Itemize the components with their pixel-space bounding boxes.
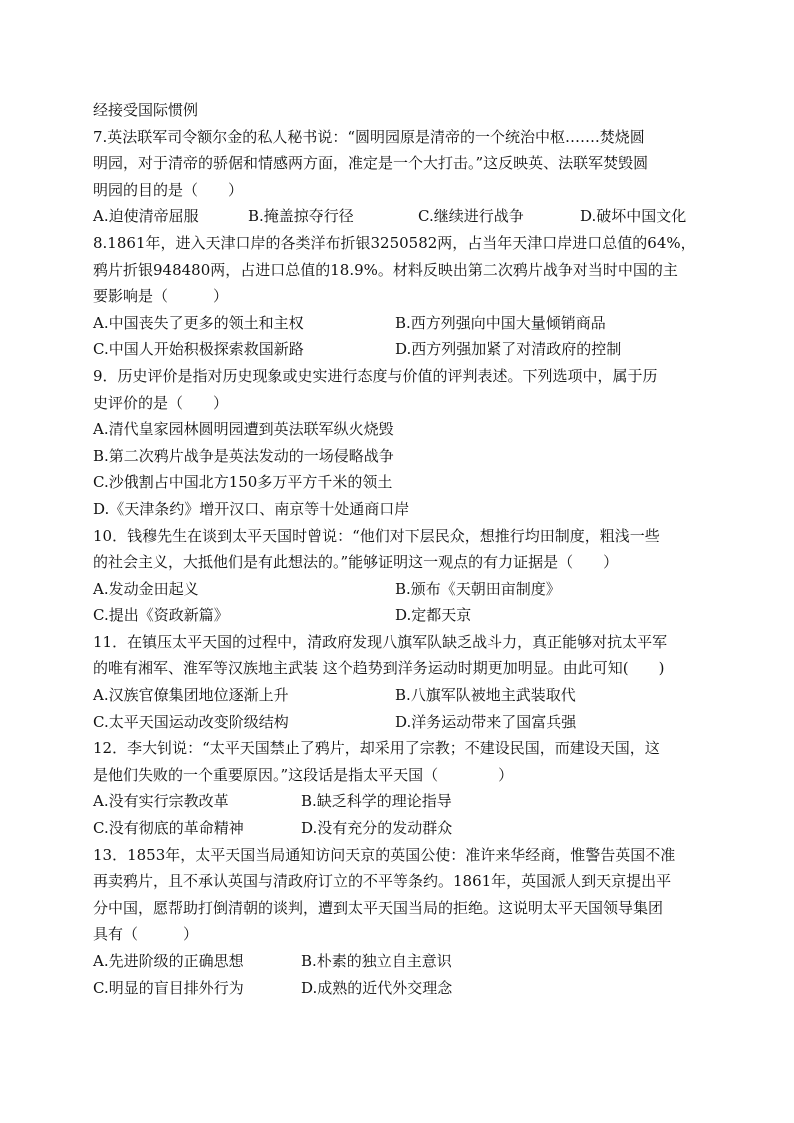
question-9-option-b: B.第二次鸦片战争是英法发动的一场侵略战争: [93, 446, 394, 465]
question-9-option-d: D.《天津条约》增开汉口、南京等十处通商口岸: [93, 499, 410, 518]
question-13-option-d: D.成熟的近代外交理念: [301, 978, 453, 997]
question-13-option-c: C.明显的盲目排外行为: [93, 978, 244, 997]
question-7-option-a: A.迫使清帝屈服: [93, 207, 199, 226]
question-12-options-row-2: [93, 815, 713, 842]
question-10-options-row-1: [93, 576, 713, 603]
question-13-options-row-2: [93, 975, 713, 1002]
question-10-option-d: D.定都天京: [395, 606, 472, 625]
question-7: [93, 124, 713, 230]
intro-line: 经接受国际惯例: [93, 101, 199, 119]
question-10-option-b: B.颁布《天朝田亩制度》: [395, 579, 561, 598]
question-8-stem-line-1: 8.1861年，进入天津口岸的各类洋布折银3250582两，占当年天津口岸进口总值的64%，: [93, 233, 696, 252]
question-12-option-d: D.没有充分的发动群众: [301, 819, 453, 838]
question-11-options-row-2: [93, 709, 713, 736]
question-11-stem-line-1: 11．在镇压太平天国的过程中，清政府发现八旗军队缺乏战斗力，真正能够对抗太平军: [93, 632, 668, 651]
question-list: [93, 97, 713, 1001]
question-8-option-d: D.西方列强加紧了对清政府的控制: [395, 340, 622, 359]
question-10-stem-line-2: 的社会主义，大抵他们是有此想法的。”能够证明这一观点的有力证据是（ ）: [93, 553, 619, 572]
question-7-stem-line-2: 明园，对于清帝的骄倨和情感两方面，准定是一个大打击。”这反映英、法联军焚毁圆: [93, 154, 649, 173]
question-7-stem-line-1: 7.英法联军司令额尔金的私人秘书说：“圆明园原是清帝的一个统治中枢…….焚烧圆: [93, 127, 645, 146]
question-12: [93, 735, 713, 841]
question-11-option-d: D.洋务运动带来了国富兵强: [395, 712, 577, 731]
question-12-stem-line-2: 是他们失败的一个重要原因。”这段话是指太平天国（ ）: [93, 765, 514, 784]
question-13-stem-line-1: 13．1853年，太平天国当局通知访问天京的英国公使：准许来华经商，惟警告英国不准: [93, 845, 676, 864]
question-12-option-a: A.没有实行宗教改革: [93, 792, 229, 811]
question-9: [93, 363, 713, 523]
question-11-option-a: A.汉族官僚集团地位逐渐上升: [93, 686, 289, 705]
question-9-option-a: A.清代皇家园林圆明园遭到英法联军纵火烧毁: [93, 420, 394, 439]
question-13-option-a: A.先进阶级的正确思想: [93, 952, 244, 970]
question-11-options-row-1: [93, 682, 713, 709]
question-8-options-row-1: [93, 310, 713, 337]
question-10-stem-line-1: 10．钱穆先生在谈到太平天国时曾说：“他们对下层民众，想推行均田制度，粗浅一些: [93, 526, 660, 545]
question-8: [93, 230, 713, 363]
question-11-stem-line-2: 的唯有湘军、淮军等汉族地主武装 这个趋势到洋务运动时期更加明显。由此可知( ): [93, 659, 665, 678]
question-8-stem-line-2: 鸦片折银948480两，占进口总值的18.9%。材料反映出第二次鸦片战争对当时中国的主: [93, 260, 678, 279]
question-10-option-c: C.提出《资政新篇》: [93, 606, 229, 625]
question-8-stem-line-3: 要影响是（ ）: [93, 287, 229, 306]
question-7-option-b: B.掩盖掠夺行径: [248, 207, 354, 226]
question-12-option-c: C.没有彻底的革命精神: [93, 819, 244, 838]
question-9-stem-line-2: 史评价的是（ ）: [93, 393, 229, 412]
question-13-stem-line-2: 再卖鸦片，且不承认英国与清政府订立的不平等条约。1861年，英国派人到天京提出平: [93, 872, 672, 891]
question-7-option-c: C.继续进行战争: [418, 207, 524, 226]
question-8-option-a: A.中国丧失了更多的领土和主权: [93, 313, 304, 332]
question-7-options: [93, 203, 713, 230]
question-13-stem-line-4: 具有（ ）: [93, 925, 199, 944]
question-13: [93, 842, 713, 1002]
question-9-stem-line-1: 9．历史评价是指对历史现象或史实进行态度与价值的评判表述。下列选项中，属于历: [93, 366, 658, 385]
question-8-options-row-2: [93, 336, 713, 363]
question-7-option-d: D.破坏中国文化: [580, 207, 687, 226]
question-8-option-c: C.中国人开始积极探索救国新路: [93, 340, 304, 359]
question-13-stem-line-3: 分中国，愿帮助打倒清朝的谈判，遭到太平天国当局的拒绝。这说明太平天国领导集团: [93, 898, 664, 917]
question-11-option-b: B.八旗军队被地主武装取代: [395, 686, 576, 705]
question-8-option-b: B.西方列强向中国大量倾销商品: [395, 313, 606, 332]
question-10-option-a: A.发动金田起义: [93, 579, 199, 598]
question-10-options-row-2: [93, 602, 713, 629]
question-13-option-b: B.朴素的独立自主意识: [301, 952, 452, 970]
question-9-option-c: C.沙俄割占中国北方150多万平方千米的领土: [93, 473, 393, 492]
question-7-stem-line-3: 明园的目的是（ ）: [93, 180, 244, 199]
question-13-options-row-1: [93, 948, 713, 975]
question-11-option-c: C.太平天国运动改变阶级结构: [93, 712, 289, 731]
question-12-options-row-1: [93, 788, 713, 815]
question-11: [93, 629, 713, 735]
question-12-option-b: B.缺乏科学的理论指导: [301, 792, 452, 811]
question-12-stem-line-1: 12．李大钊说：“太平天国禁止了鸦片，却采用了宗教；不建设民国，而建设天国，这: [93, 739, 660, 758]
question-10: [93, 523, 713, 629]
